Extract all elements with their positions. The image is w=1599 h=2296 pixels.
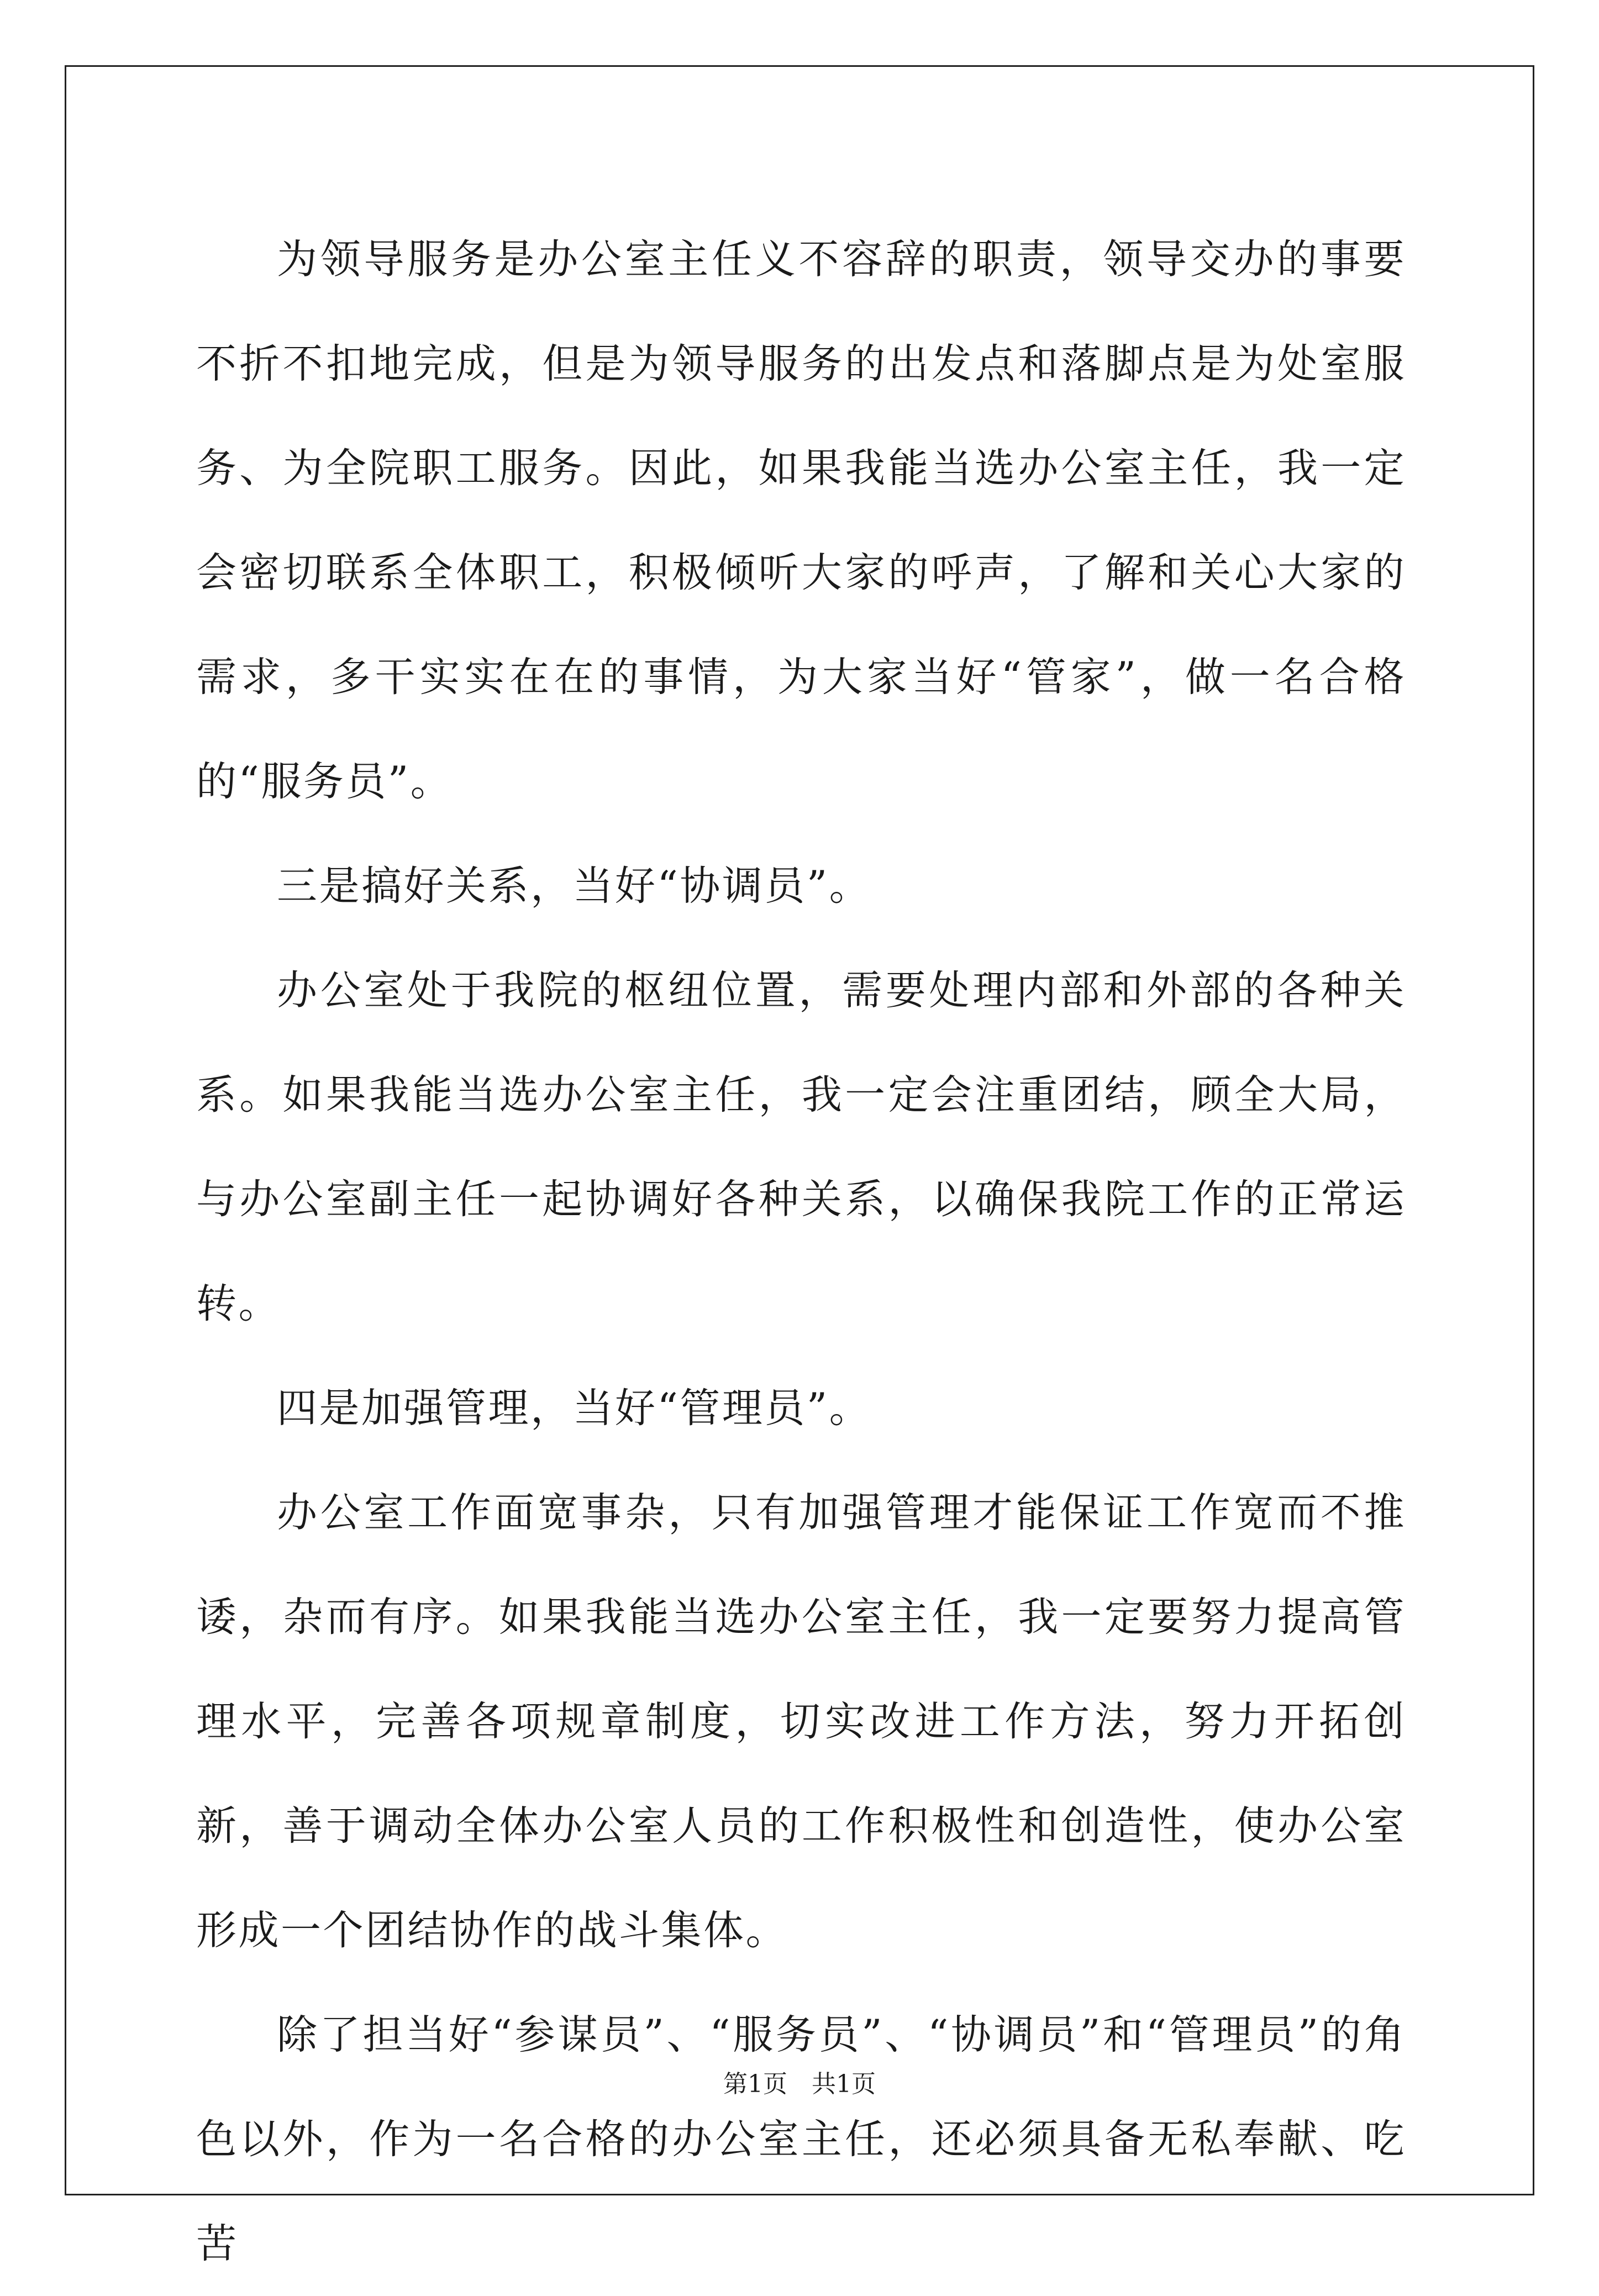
paragraph: 四是加强管理，当好“管理员”。 [277, 1385, 872, 1432]
paragraph: 办公室处于我院的枢纽位置，需要处理内部和外部的各种关系。如果我能当选办公室主任，我一定会注重团结，顾全大局，与办公室副主任一起协调好各种关系，以确保我院工作的正常运转。 [196, 967, 1406, 1327]
paragraph: 为领导服务是办公室主任义不容辞的职责，领导交办的事要不折不扣地完成，但是为领导服务的出发点和落脚点是为处室服务、为全院职工服务。因此，如果我能当选办公室主任，我一定会密切联系全体职工，积极倾听大家的呼声，了解和关心大家的需求，多干实实在在的事情，为大家当好“管家”，做一名合格的“服务员”。 [196, 236, 1406, 805]
paragraph: 办公室工作面宽事杂，只有加强管理才能保证工作宽而不推诿，杂而有序。如果我能当选办公室主任，我一定要努力提高管理水平，完善各项规章制度，切实改进工作方法，努力开拓创新，善于调动全体办公室人员的工作积极性和创造性，使办公室形成一个团结协作的战斗集体。 [196, 1489, 1406, 1954]
page-number-total: 共1页 [812, 2070, 876, 2098]
page-footer [0, 2064, 1599, 2099]
document-body [196, 207, 1406, 2296]
paragraph: 除了担当好“参谋员”、“服务员”、“协调员”和“管理员”的角色以外，作为一名合格的办公室主任，还必须具备无私奉献、吃苦 [196, 2011, 1406, 2267]
paragraph: 三是搞好关系，当好“协调员”。 [277, 863, 872, 910]
page-number-current: 第1页 [723, 2070, 787, 2098]
